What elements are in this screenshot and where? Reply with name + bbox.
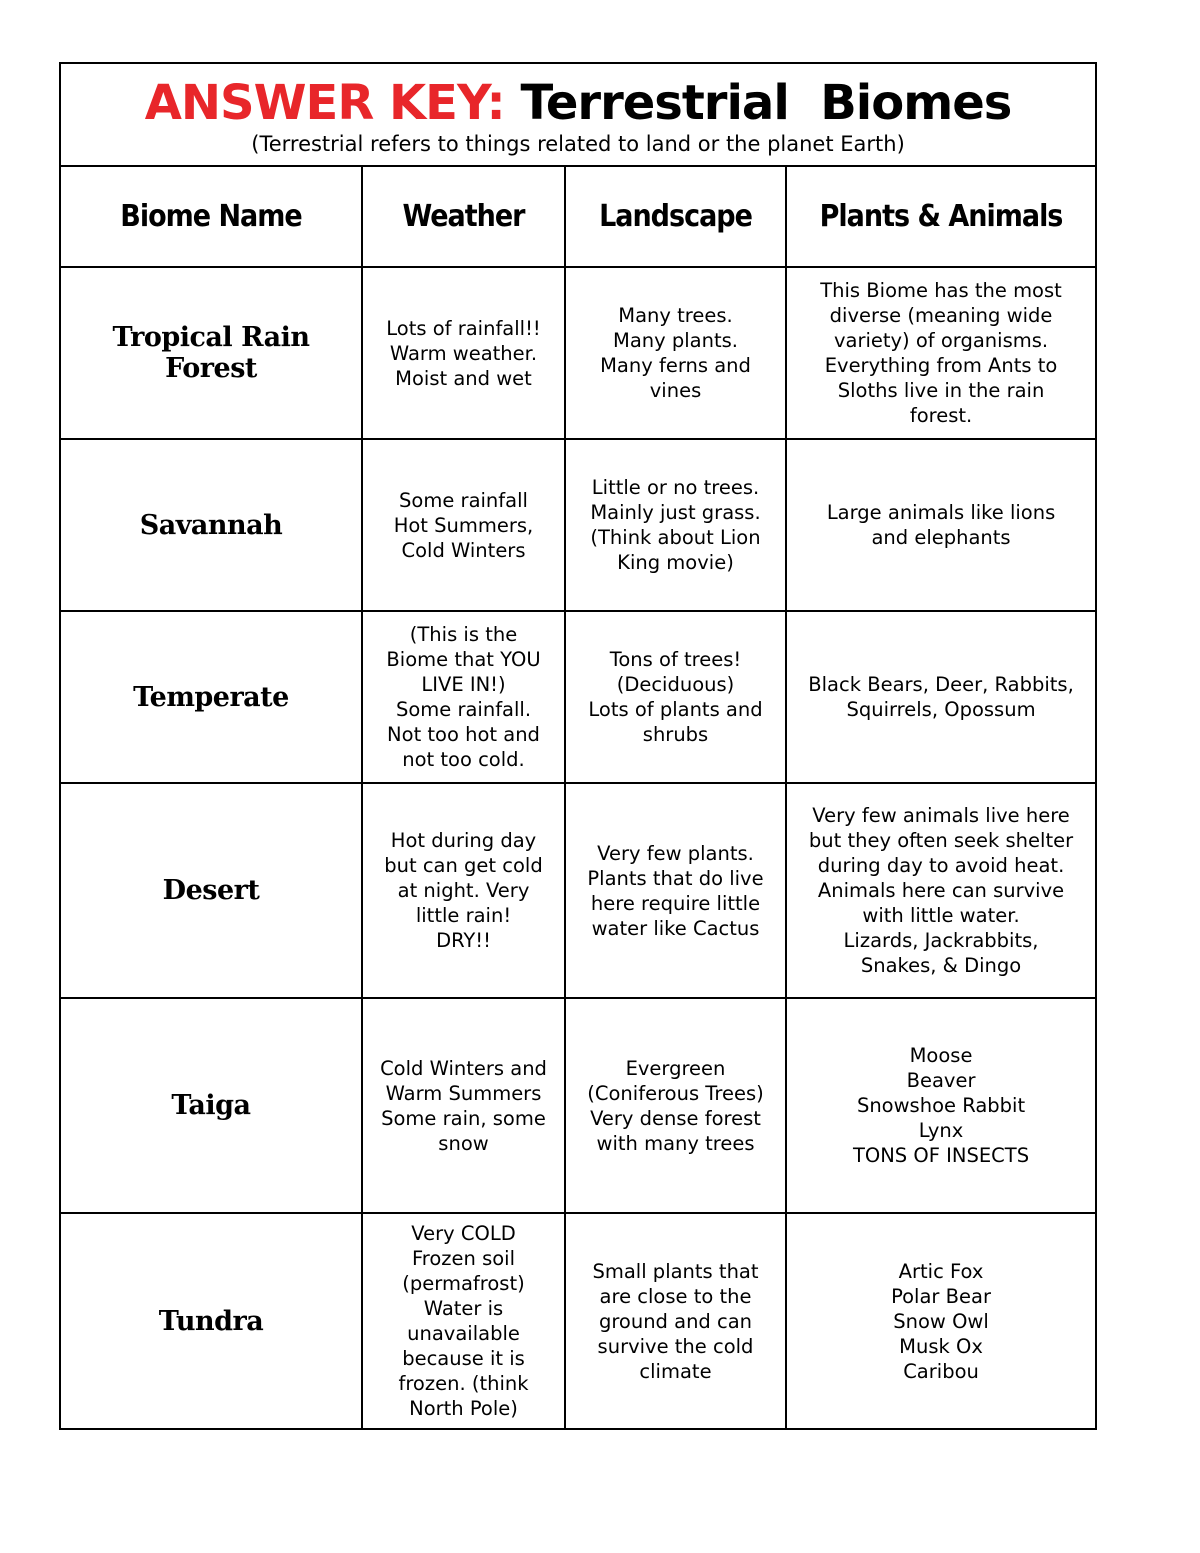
page-title bbox=[69, 75, 1087, 131]
title-main: Terrestrial Biomes bbox=[520, 74, 1012, 131]
plants-animals-cell: Very few animals live here but they often seek shelter during day to avoid heat. Animals here can survive with little water. Lizards, Jackrabbits, Snakes, & Dingo bbox=[786, 783, 1096, 998]
column-header-plants-animals: Plants & Animals bbox=[786, 166, 1096, 267]
landscape-cell: Tons of trees! (Deciduous) Lots of plants and shrubs bbox=[565, 611, 786, 783]
weather-cell: Some rainfall Hot Summers, Cold Winters bbox=[362, 439, 565, 611]
plants-animals-cell: Artic Fox Polar Bear Snow Owl Musk Ox Caribou bbox=[786, 1213, 1096, 1429]
table-row bbox=[60, 998, 1096, 1213]
column-header-weather: Weather bbox=[362, 166, 565, 267]
table-row bbox=[60, 783, 1096, 998]
weather-cell: (This is the Biome that YOU LIVE IN!) Some rainfall. Not too hot and not too cold. bbox=[362, 611, 565, 783]
biome-name-cell: Savannah bbox=[60, 439, 362, 611]
plants-animals-cell: This Biome has the most diverse (meaning wide variety) of organisms. Everything from Ants to Sloths live in the rain forest. bbox=[786, 267, 1096, 439]
plants-animals-cell: Black Bears, Deer, Rabbits, Squirrels, Opossum bbox=[786, 611, 1096, 783]
table-row bbox=[60, 611, 1096, 783]
landscape-cell: Little or no trees. Mainly just grass. (Think about Lion King movie) bbox=[565, 439, 786, 611]
title-cell bbox=[60, 63, 1096, 166]
biome-name-cell: Tropical Rain Forest bbox=[60, 267, 362, 439]
page-subtitle: (Terrestrial refers to things related to land or the planet Earth) bbox=[251, 131, 905, 156]
landscape-cell: Many trees. Many plants. Many ferns and vines bbox=[565, 267, 786, 439]
biome-name-cell: Tundra bbox=[60, 1213, 362, 1429]
table-row bbox=[60, 439, 1096, 611]
header-row bbox=[60, 166, 1096, 267]
weather-cell: Cold Winters and Warm Summers Some rain, some snow bbox=[362, 998, 565, 1213]
weather-cell: Lots of rainfall!! Warm weather. Moist and wet bbox=[362, 267, 565, 439]
landscape-cell: Small plants that are close to the ground and can survive the cold climate bbox=[565, 1213, 786, 1429]
title-answer-key: ANSWER KEY: bbox=[144, 74, 505, 131]
table-row bbox=[60, 1213, 1096, 1429]
weather-cell: Very COLD Frozen soil (permafrost) Water is unavailable because it is frozen. (think North Pole) bbox=[362, 1213, 565, 1429]
weather-cell: Hot during day but can get cold at night. Very little rain! DRY!! bbox=[362, 783, 565, 998]
landscape-cell: Evergreen (Coniferous Trees) Very dense forest with many trees bbox=[565, 998, 786, 1213]
biome-name-cell: Desert bbox=[60, 783, 362, 998]
biome-name-cell: Temperate bbox=[60, 611, 362, 783]
plants-animals-cell: Moose Beaver Snowshoe Rabbit Lynx TONS OF INSECTS bbox=[786, 998, 1096, 1213]
title-row bbox=[60, 63, 1096, 166]
plants-animals-cell: Large animals like lions and elephants bbox=[786, 439, 1096, 611]
column-header-biome-name: Biome Name bbox=[60, 166, 362, 267]
biome-name-cell: Taiga bbox=[60, 998, 362, 1213]
biomes-answer-key-table bbox=[59, 62, 1097, 1430]
landscape-cell: Very few plants. Plants that do live here require little water like Cactus bbox=[565, 783, 786, 998]
table-row bbox=[60, 267, 1096, 439]
column-header-landscape: Landscape bbox=[565, 166, 786, 267]
